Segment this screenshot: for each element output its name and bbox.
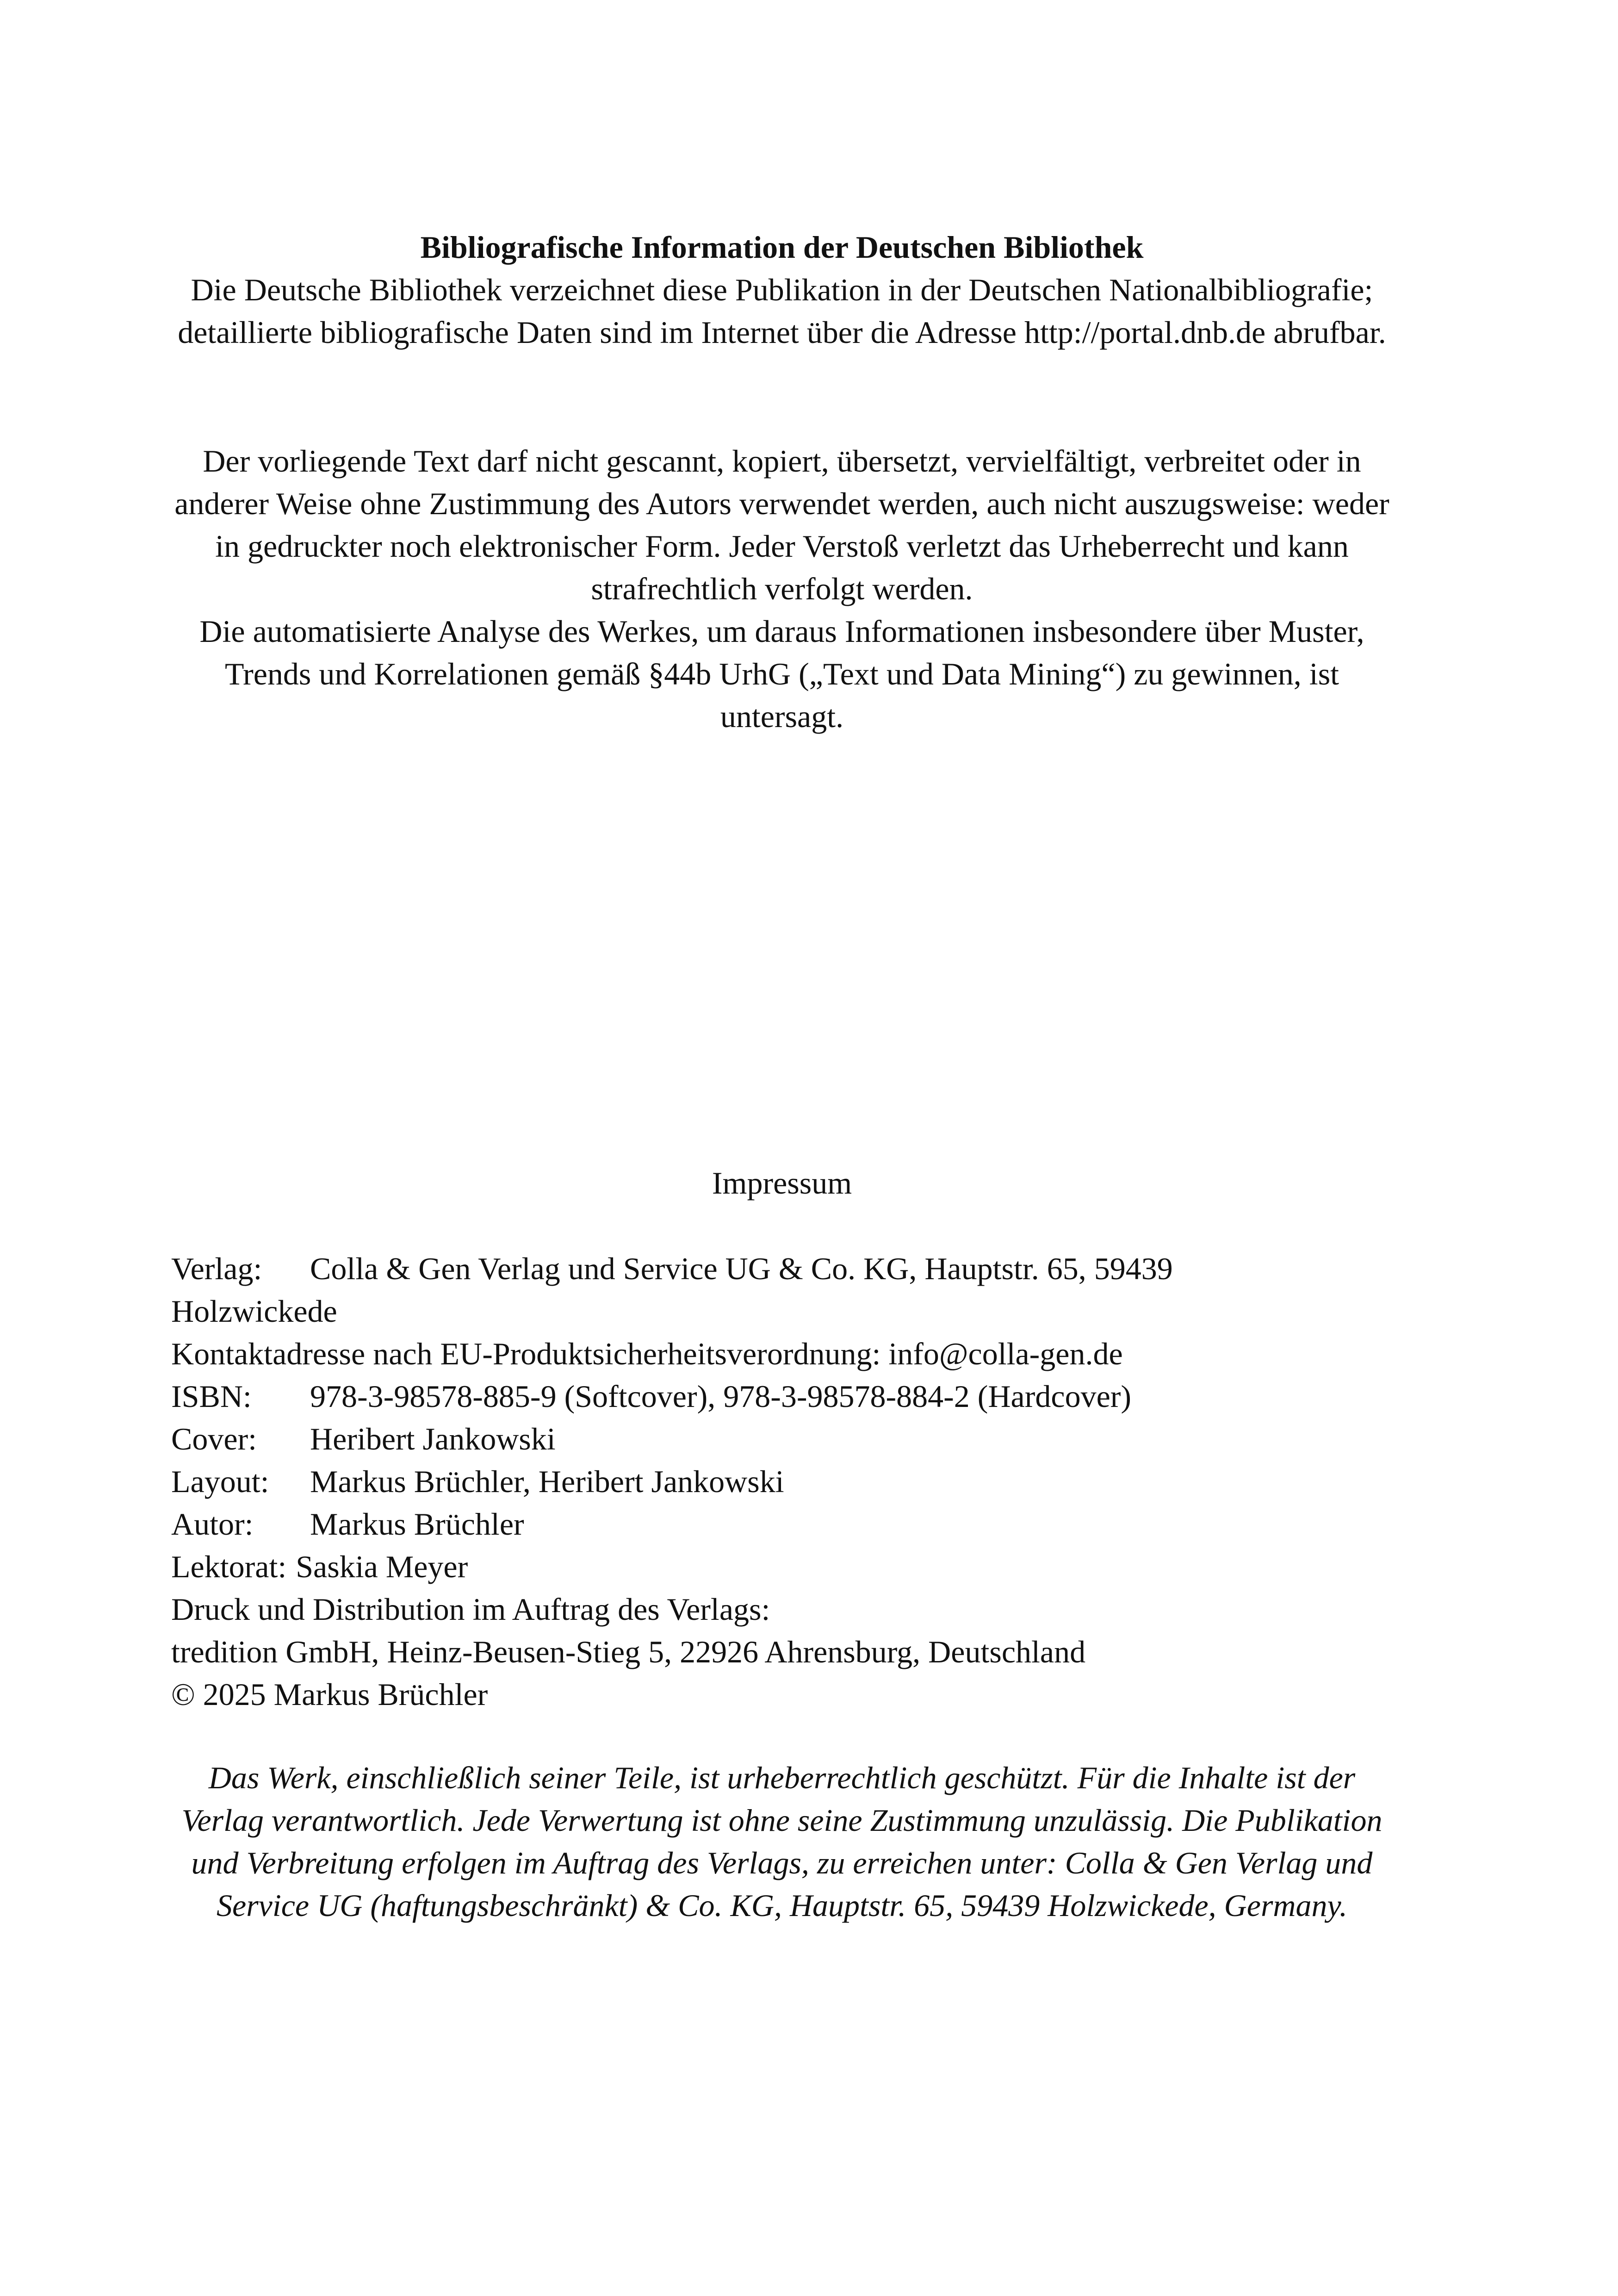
impressum-title: Impressum: [712, 1165, 852, 1201]
verlag-value-continued: Holzwickede: [171, 1294, 337, 1329]
verlag-label: Verlag:: [171, 1251, 262, 1286]
impressum-copyright: © 2025 Markus Brüchler: [171, 1677, 488, 1712]
impressum-druck: Druck und Distribution im Auftrag des Verlags:: [171, 1592, 770, 1627]
lektorat-label: Lektorat:: [171, 1549, 287, 1584]
isbn-value: 978-3-98578-885-9 (Softcover), 978-3-98578-884-2 (Hardcover): [310, 1379, 1132, 1414]
cover-value: Heribert Jankowski: [310, 1421, 556, 1456]
impressum-tredition: tredition GmbH, Heinz-Beusen-Stieg 5, 22926 Ahrensburg, Deutschland: [171, 1634, 1086, 1669]
autor-label: Autor:: [171, 1506, 254, 1542]
layout-label: Layout:: [171, 1464, 269, 1499]
bibliographic-text: Die Deutsche Bibliothek verzeichnet diese Publikation in der Deutschen Nationalbibliografie; detaillierte bibliografische Daten sind im Internet über die Adresse http://portal.dnb.de abrufbar.: [178, 272, 1386, 350]
impressum-autor: [171, 1503, 1393, 1545]
copyright-paragraph-2: Die automatisierte Analyse des Werkes, um daraus Informationen insbesondere über Muster, Trends und Korrelationen gemäß §44b UrhG („Text und Data Mining“) zu gewinnen, ist untersagt.: [199, 614, 1364, 734]
impressum-cover: [171, 1418, 1393, 1460]
lektorat-value: Saskia Meyer: [296, 1549, 468, 1584]
layout-value: Markus Brüchler, Heribert Jankowski: [310, 1464, 784, 1499]
impressum-details: [171, 1247, 1393, 1716]
verlag-value: Colla & Gen Verlag und Service UG & Co. KG, Hauptstr. 65, 59439: [310, 1251, 1173, 1286]
bibliographic-information: [171, 226, 1393, 354]
impressum-lektorat: [171, 1545, 1393, 1588]
copyright-notice: [171, 440, 1393, 738]
cover-label: Cover:: [171, 1421, 257, 1456]
impressum-kontakt: Kontaktadresse nach EU-Produktsicherheitsverordnung: info@colla-gen.de: [171, 1336, 1123, 1371]
copyright-paragraph-1: Der vorliegende Text darf nicht gescannt, kopiert, übersetzt, vervielfältigt, verbreitet oder in anderer Weise ohne Zustimmung des Autors verwendet werden, auch nicht auszugsweise: weder in gedruckter noch elektronischer Form. Jeder Verstoß verletzt das Urheberrecht und kann strafrechtlich verfolgt werden.: [174, 443, 1389, 606]
impressum-layout: [171, 1460, 1393, 1503]
autor-value: Markus Brüchler: [310, 1506, 524, 1542]
impressum-verlag: [171, 1247, 1393, 1290]
legal-notice: Das Werk, einschließlich seiner Teile, ist urheberrechtlich geschützt. Für die Inhalte ist der Verlag verantwortlich. Jede Verwertung ist ohne seine Zustimmung unzulässig. Die Publikation und Verbreitung erfolgen im Auftrag des Verlags, zu erreichen unter: Colla & Gen Verlag und Service UG (haftungsbeschränkt) & Co. KG, Hauptstr. 65, 59439 Holzwickede, Germany.: [181, 1760, 1382, 1923]
impressum-isbn: [171, 1375, 1393, 1418]
isbn-label: ISBN:: [171, 1379, 252, 1414]
bibliographic-heading: Bibliografische Information der Deutschen Bibliothek: [420, 230, 1144, 265]
